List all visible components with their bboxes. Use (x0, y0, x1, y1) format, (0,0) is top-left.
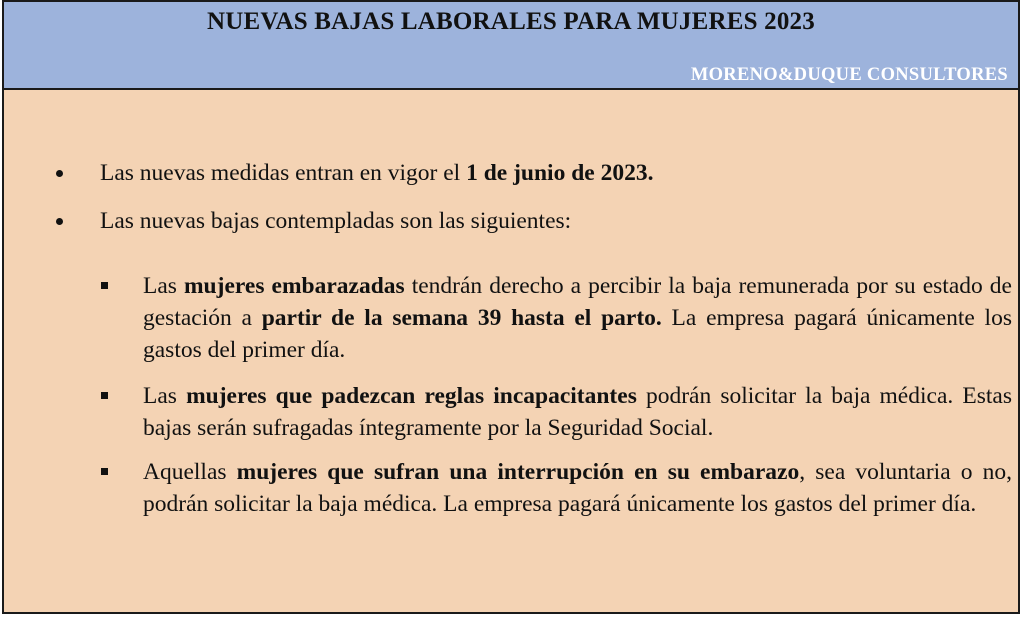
bullet-text: Las nuevas medidas entran en vigor el 1 de junio de 2023. (100, 160, 654, 186)
header-bar (4, 2, 1018, 90)
bullet-text: Las nuevas bajas contempladas son las siguientes: (100, 208, 572, 234)
document-panel (2, 0, 1020, 614)
bullet-dot-icon (56, 218, 63, 225)
sub-bullet-text: Aquellas mujeres que sufran una interrupción en su embarazo, sea voluntaria o no, podrán solicitar la baja médica. La empresa pagará únicamente los gastos del primer día. (143, 459, 1012, 517)
bullet-dot-icon (56, 170, 63, 177)
square-bullet-icon (101, 468, 108, 475)
square-bullet-icon (101, 282, 108, 289)
document-title: NUEVAS BAJAS LABORALES PARA MUJERES 2023 (207, 8, 815, 35)
square-bullet-icon (101, 392, 108, 399)
sub-bullet-text: Las mujeres embarazadas tendrán derecho a percibir la baja remunerada por su estado de gestación a partir de la semana 39 hasta el parto. La empresa pagará únicamente los gastos del primer día. (143, 273, 1012, 363)
content-area (4, 90, 1018, 612)
company-name: MORENO&DUQUE CONSULTORES (690, 65, 1008, 85)
sub-bullet-text: Las mujeres que padezcan reglas incapacitantes podrán solicitar la baja médica. Estas bajas serán sufragadas íntegramente por la Seguridad Social. (143, 383, 1012, 441)
